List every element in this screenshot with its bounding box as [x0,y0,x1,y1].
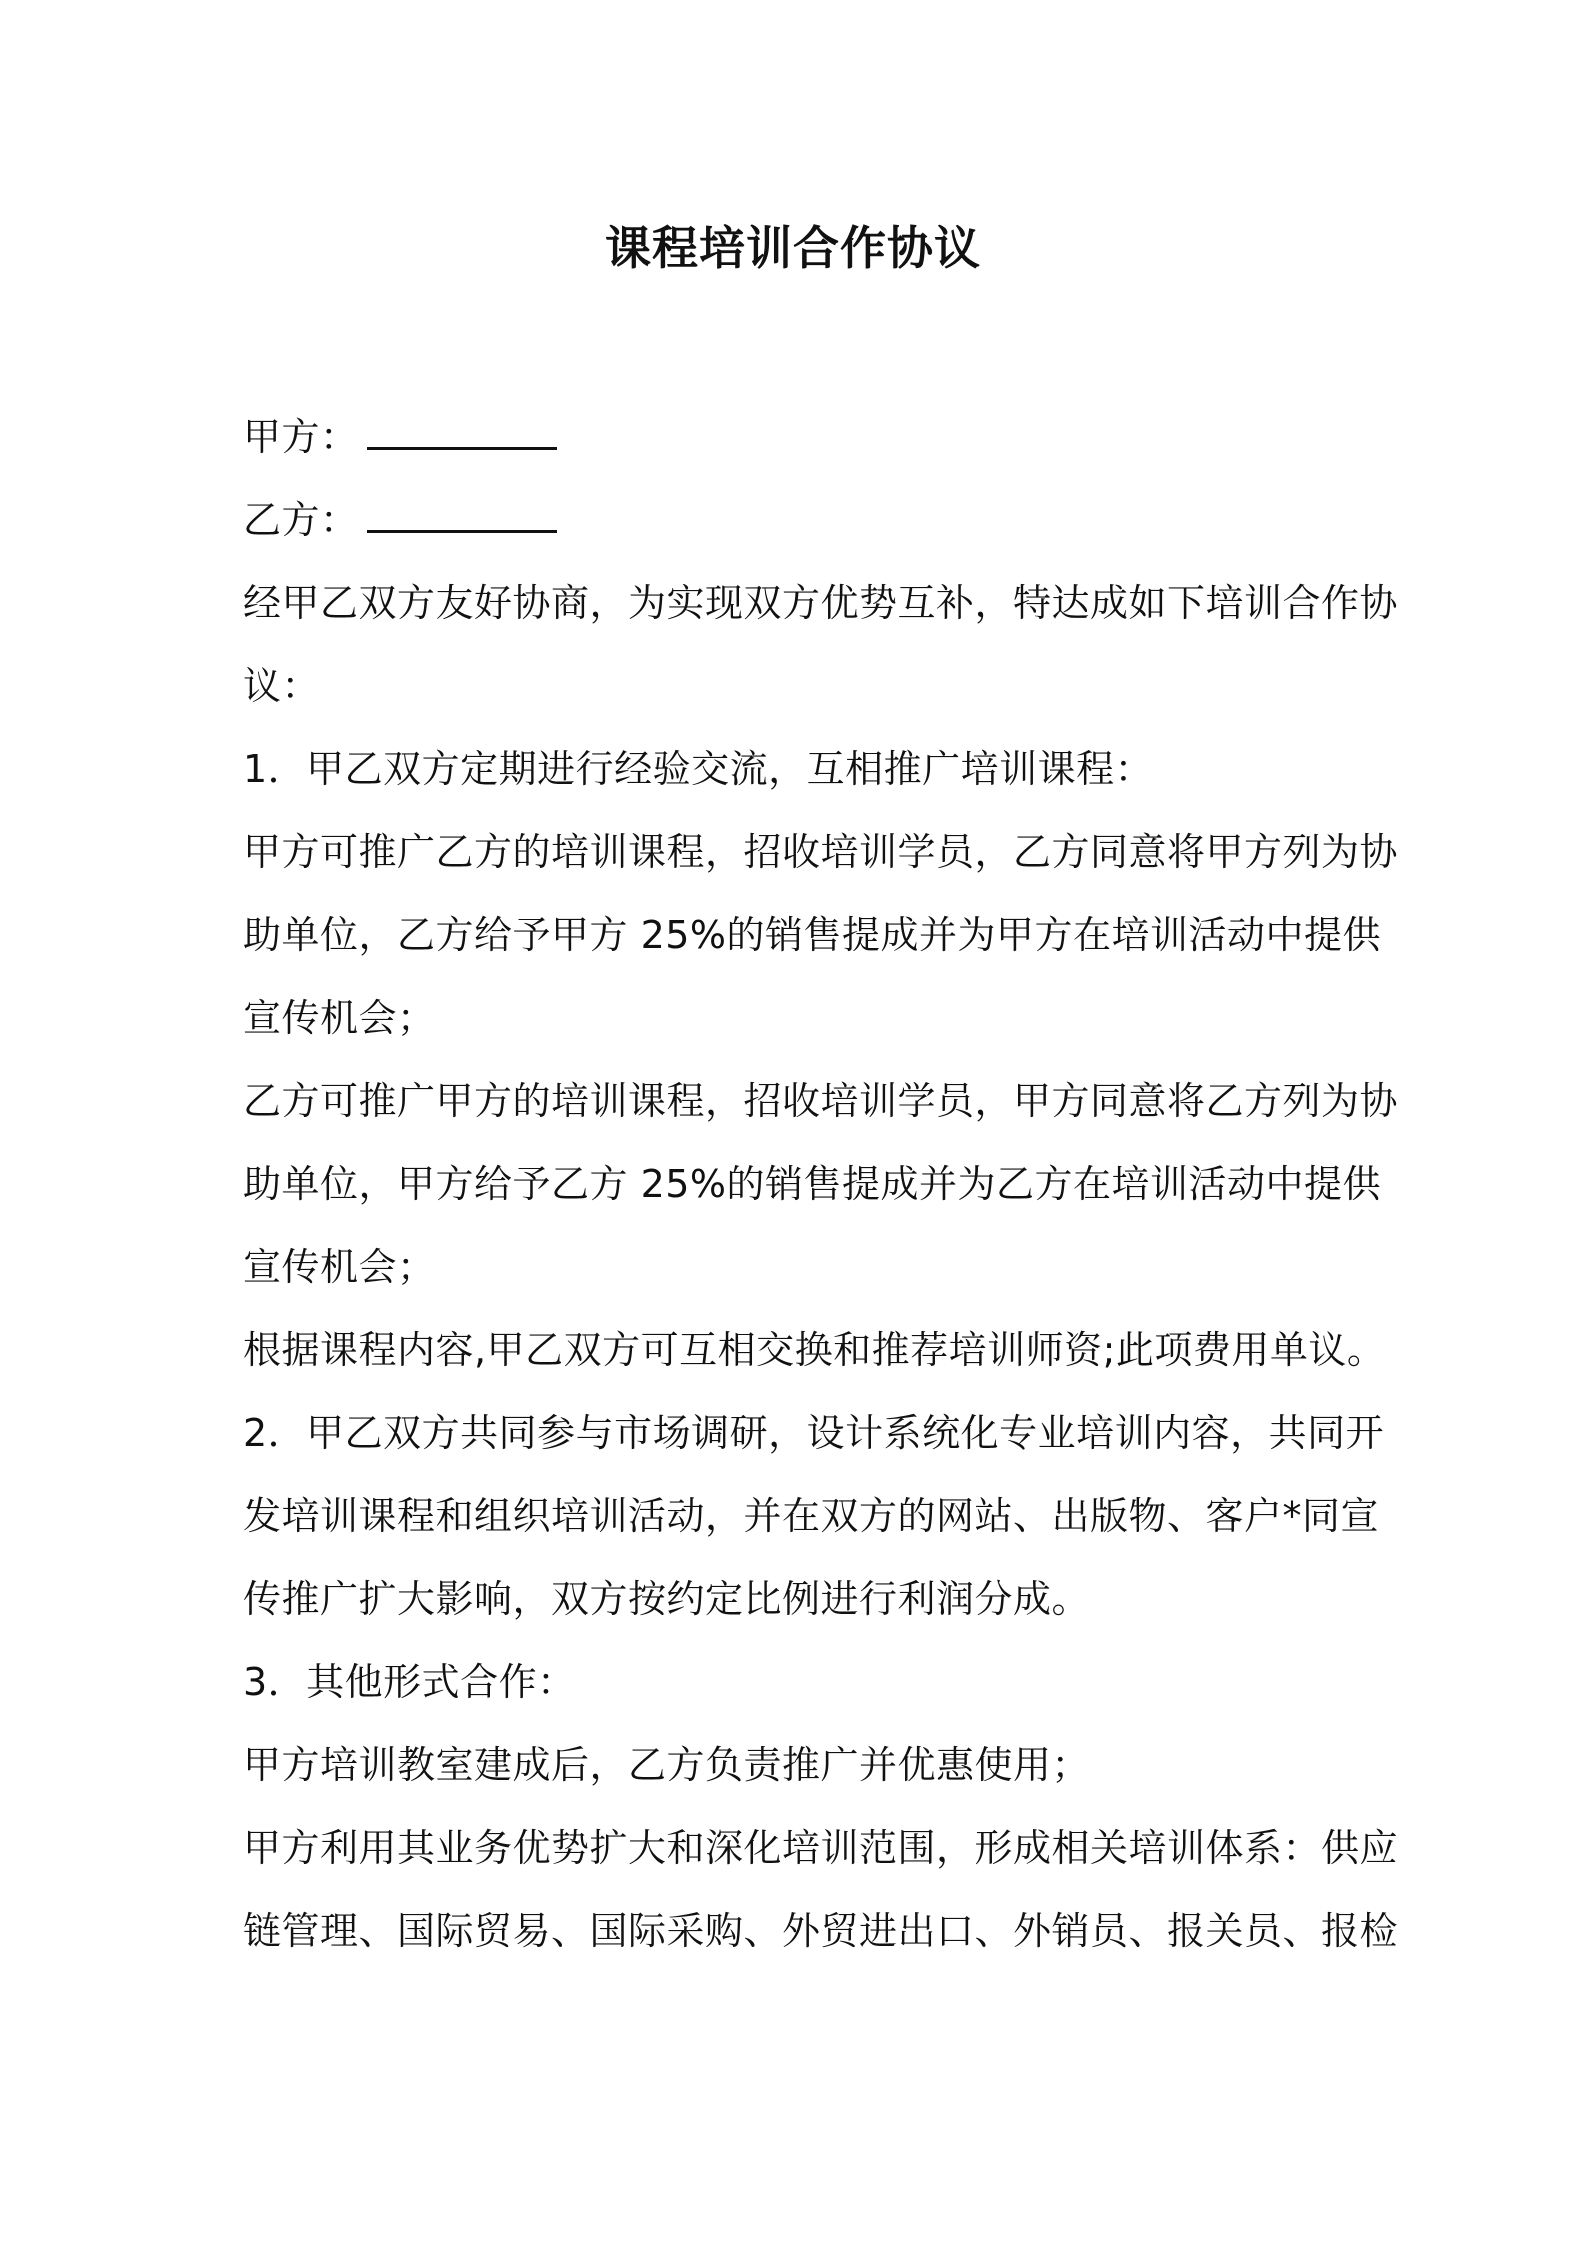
text-line: 乙方可推广甲方的培训课程，招收培训学员，甲方同意将乙方列为协 [243,1079,1399,1123]
party-b-blank [367,492,557,533]
text-line: 助单位，甲方给予乙方 25%的销售提成并为乙方在培训活动中提供 [243,1162,1382,1206]
text-line: 经甲乙双方友好协商，为实现双方优势互补，特达成如下培训合作协 [243,581,1399,625]
party-a-line [243,408,1363,491]
text-line: 宣传机会； [243,1245,436,1289]
party-b-label: 乙方： [243,498,359,542]
text-line: 2．甲乙双方共同参与市场调研，设计系统化专业培训内容，共同开 [243,1411,1385,1455]
party-a-blank [367,409,557,450]
text-line: 甲方可推广乙方的培训课程，招收培训学员，乙方同意将甲方列为协 [243,830,1399,874]
text-line: 链管理、国际贸易、国际采购、外贸进出口、外销员、报关员、报检 [243,1909,1399,1953]
text-line: 甲方利用其业务优势扩大和深化培训范围，形成相关培训体系：供应 [243,1826,1399,1870]
text-line: 传推广扩大影响，双方按约定比例进行利润分成。 [243,1577,1091,1621]
text-line: 甲方培训教室建成后，乙方负责推广并优惠使用； [243,1743,1091,1787]
text-line: 根据课程内容,甲乙双方可互相交换和推荐培训师资;此项费用单议。 [243,1328,1386,1372]
text-line: 发培训课程和组织培训活动，并在双方的网站、出版物、客户*同宣 [243,1494,1380,1538]
text-line: 1．甲乙双方定期进行经验交流，互相推广培训课程： [243,747,1154,791]
text-line: 议： [243,664,321,708]
text-line: 宣传机会； [243,996,436,1040]
document-title: 课程培训合作协议 [605,221,981,275]
text-line: 3．其他形式合作： [243,1660,576,1704]
text-line: 助单位，乙方给予甲方 25%的销售提成并为甲方在培训活动中提供 [243,913,1382,957]
party-b-line [243,491,1363,574]
document-body [243,408,1399,1985]
party-a-label: 甲方： [243,415,359,459]
